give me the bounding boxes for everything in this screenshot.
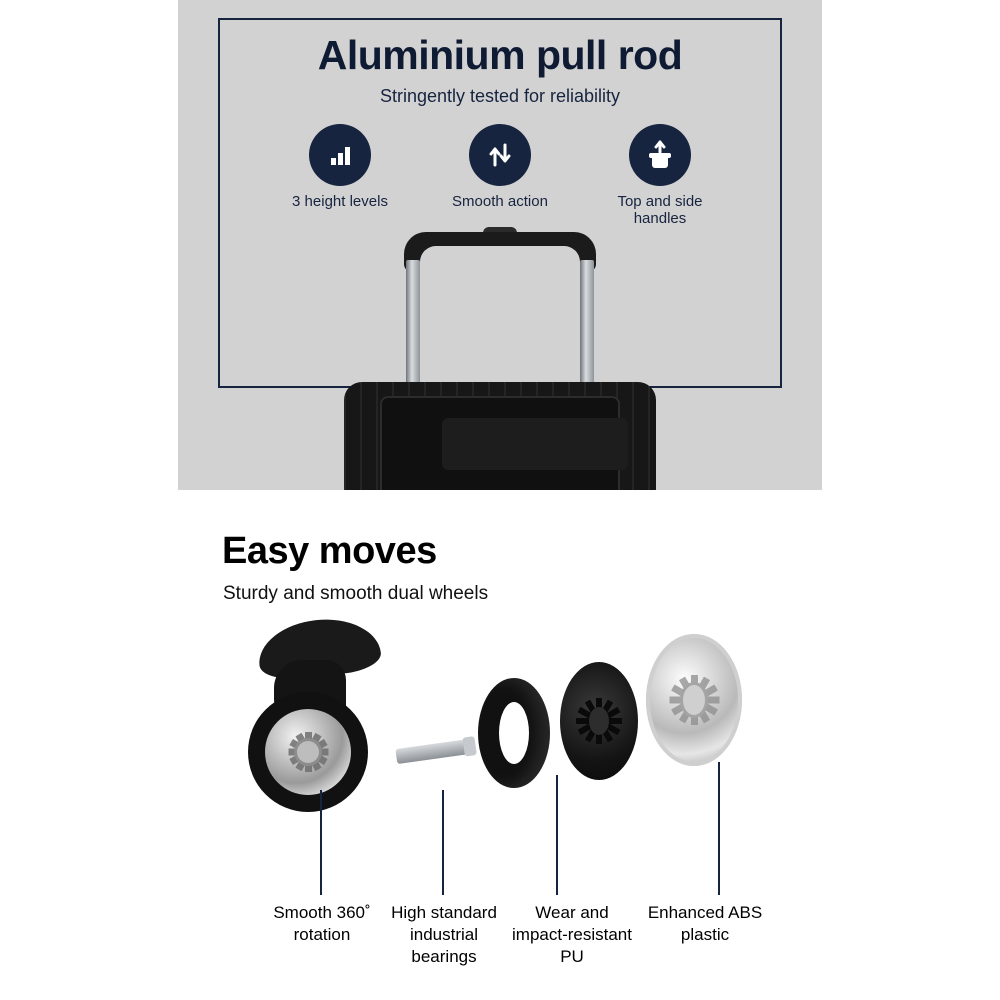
callout-label: Enhanced ABS plastic — [647, 903, 763, 944]
feature-caption: Top and side handles — [617, 193, 703, 227]
bottom-panel-easy-moves — [0, 500, 1000, 1000]
feature-caption: 3 height levels — [292, 193, 388, 210]
callout-leader-line — [718, 762, 720, 895]
section-subtitle: Sturdy and smooth dual wheels — [223, 583, 489, 604]
caster-assembly — [240, 620, 410, 798]
black-wheel-disc — [560, 662, 638, 780]
callout-label: High standard industrial bearings — [391, 903, 497, 966]
callout-leader-line — [442, 790, 444, 895]
silver-wheel-hubcap — [646, 634, 742, 766]
section-title: Easy moves — [222, 530, 437, 572]
feature-item — [601, 124, 719, 227]
bar-chart-icon — [309, 124, 371, 186]
page-title: Aluminium pull rod — [317, 32, 683, 78]
callout-label: Smooth 360˚ rotation — [273, 903, 371, 944]
page-subtitle: Stringently tested for reliability — [379, 86, 621, 106]
suitcase-body — [344, 382, 656, 490]
suitcase-illustration — [300, 232, 700, 490]
caster-hub-center — [297, 741, 319, 763]
silver-disc-hub — [683, 685, 705, 715]
feature-icon-row — [220, 124, 780, 227]
up-down-arrows-icon — [469, 124, 531, 186]
feature-caption: Smooth action — [452, 193, 548, 210]
caster-wheel-tyre — [248, 692, 368, 812]
pu-o-ring — [478, 678, 550, 788]
feature-item — [281, 124, 399, 227]
hand-grip-handle-icon — [629, 124, 691, 186]
suitcase-rod-plate — [442, 418, 628, 470]
feature-item — [441, 124, 559, 227]
pull-rod-handle — [404, 232, 596, 272]
callout-label: Wear and impact-resistant PU — [512, 903, 632, 966]
callout-leader-line — [556, 775, 558, 895]
suitcase-front-pocket — [380, 396, 620, 490]
exploded-wheel-diagram — [230, 620, 770, 810]
black-disc-hub — [589, 707, 609, 735]
callout-leader-line — [320, 790, 322, 895]
top-panel-pull-rod — [178, 0, 822, 490]
